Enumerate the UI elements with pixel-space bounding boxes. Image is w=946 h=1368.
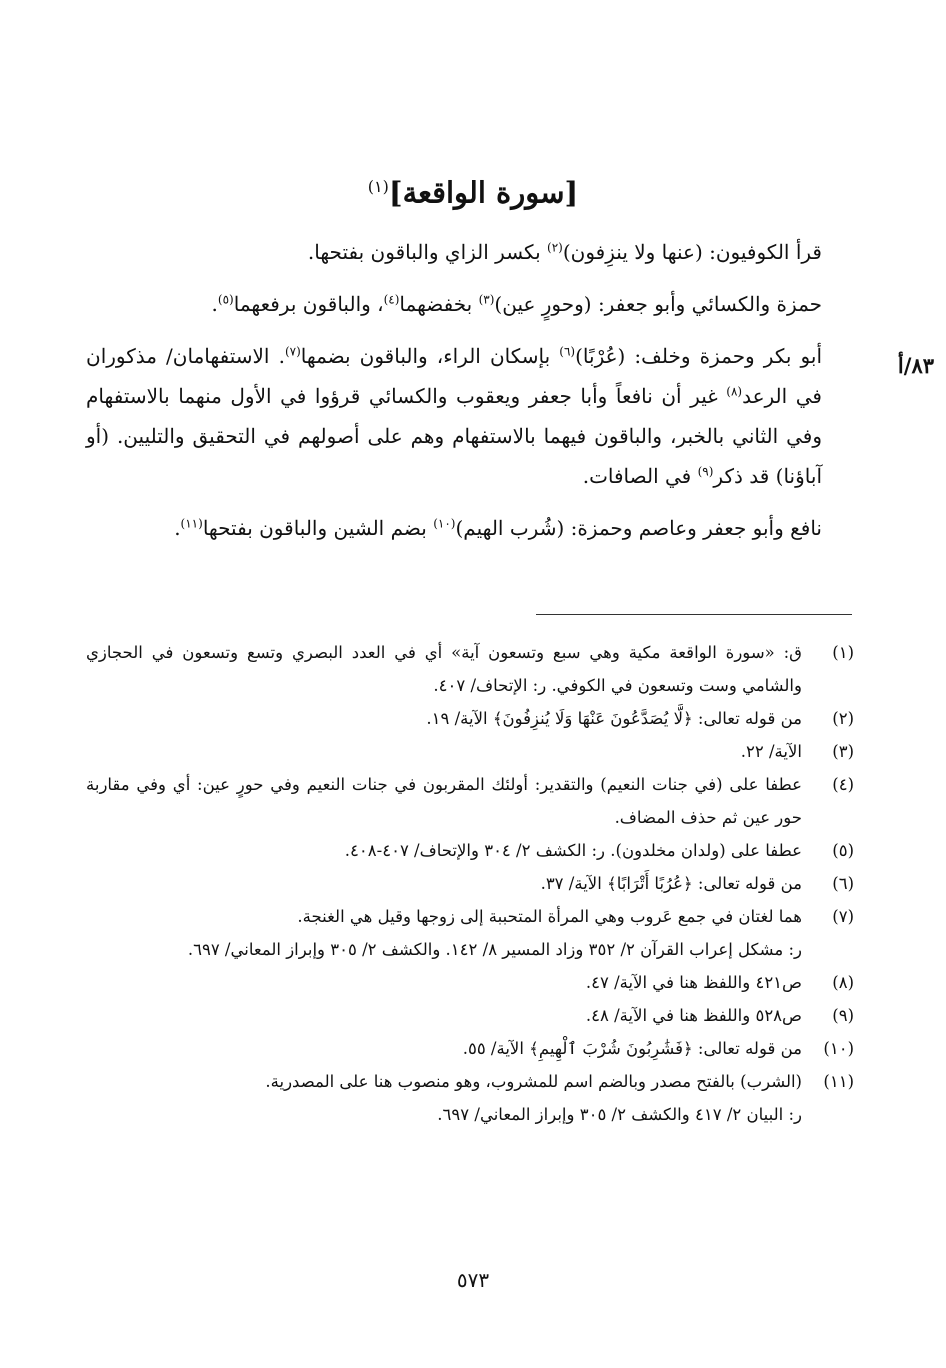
footnote-ref: (٩) [697, 464, 714, 479]
footnote [86, 834, 854, 867]
footnote-body [86, 702, 802, 735]
surah-title-footnote-ref: (١) [367, 177, 389, 196]
footnote-text: الآية/ ٢٢. [740, 742, 802, 761]
footnote-text: ر: البيان ٢/ ٤١٧ والكشف ٢/ ٣٠٥ وإبراز المعاني/ ٦٩٧. [437, 1105, 802, 1124]
footnote-ref: (٣) [478, 292, 495, 307]
footnote [86, 768, 854, 834]
footnote-text: ر: مشكل إعراب القرآن ٢/ ٣٥٢ وزاد المسير ٨/ ١٤٢. والكشف ٢/ ٣٠٥ وإبراز المعاني/ ٦٩٧. [187, 940, 802, 959]
footnote-separator [536, 614, 852, 615]
footnote-number: (١١) [823, 1072, 854, 1091]
footnote [86, 999, 854, 1032]
footnotes [86, 636, 854, 1131]
paragraph [86, 232, 822, 272]
footnote-number: (٥) [832, 841, 854, 860]
paragraph-text: . [174, 516, 181, 540]
footnote-ref: (١١) [180, 516, 203, 531]
footnote [86, 900, 854, 966]
footnote-text: ق: «سورة الواقعة مكية وهي سبع وتسعون آية» أي في العدد البصري وتسع وتسعون في الحجازي والشامي وست وتسعون في الكوفي. ر: الإتحاف/ ٤٠٧. [86, 643, 802, 695]
paragraph-text: ، والباقون برفعهما [233, 292, 384, 316]
paragraph-text: في الصافات. [582, 464, 698, 488]
footnote-number: (٨) [832, 973, 854, 992]
manuscript-folio-mark: ٨٣/أ [897, 353, 934, 378]
footnote-ref: (٥) [217, 292, 234, 307]
footnote-number: (١) [832, 643, 854, 662]
footnote [86, 867, 854, 900]
paragraph [86, 336, 822, 496]
footnote-number: (٣) [832, 742, 854, 761]
paragraph [86, 508, 822, 548]
footnote-ref: (٨) [726, 384, 743, 399]
paragraph-text: غير أن نافعاً وأبا جعفر ويعقوب والكسائي قرؤوا في الأول منهما بالاستفهام وفي الثاني بالخبر، والباقون فيهما بالاستفهام وهم على أصولهم في التحقيق والتليين. (أو آباؤنا) قد ذكر [86, 384, 822, 488]
footnote [86, 1032, 854, 1065]
paragraph-text: حمزة والكسائي وأبو جعفر: (وحورٍ عين) [494, 292, 822, 316]
footnote-text: من قوله تعالى: ﴿لَّا يُصَدَّعُونَ عَنْهَا وَلَا يُنزِفُونَ﴾ الآية/ ١٩. [426, 709, 802, 728]
footnote-text: ص٤٢١ واللفظ هنا في الآية/ ٤٧. [585, 973, 802, 992]
paragraph-text: بخفضهما [399, 292, 479, 316]
footnote-number: (١٠) [823, 1039, 854, 1058]
footnote-body [86, 1032, 802, 1065]
footnote-text: هما لغتان في جمع عَروب وهي المرأة المتحببة إلى زوجها وقيل هي الغنجة. [297, 907, 802, 926]
footnote-body [86, 768, 802, 834]
footnote-body [86, 999, 802, 1032]
footnote-text: عطفا على (في جنات النعيم) والتقدير: أولئك المقربون في جنات النعيم وفي حورٍ عين: أي وفي مقاربة حور عين ثم حذف المضاف. [86, 775, 802, 827]
footnote-number: (٢) [832, 709, 854, 728]
paragraph-text: بضم الشين والباقون بفتحها [202, 516, 434, 540]
footnote [86, 702, 854, 735]
paragraph-text: أبو بكر وحمزة وخلف: (عُرْبًا) [575, 344, 822, 368]
footnote-body [86, 966, 802, 999]
footnote-number: (٦) [832, 874, 854, 893]
footnote [86, 966, 854, 999]
footnote-text: (الشرب) بالفتح مصدر وبالضم اسم للمشروب، وهو منصوب هنا على المصدرية. [265, 1072, 802, 1091]
footnote [86, 636, 854, 702]
footnote-ref: (٢) [547, 240, 563, 255]
page-number: ٥٧٣ [456, 1268, 490, 1292]
footnote-ref: (٧) [284, 344, 301, 359]
footnote-number: (٤) [832, 775, 854, 794]
paragraph-text: بكسر الزاي والباقون بفتحها. [307, 240, 548, 264]
footnote-body [86, 735, 802, 768]
paragraph-text: . الاستفهامان/ مذكوران في الرعد [86, 344, 822, 408]
footnote-body [86, 867, 802, 900]
footnote [86, 735, 854, 768]
main-text [86, 232, 822, 560]
paragraph [86, 284, 822, 324]
footnote [86, 1065, 854, 1131]
footnote-body [86, 1065, 802, 1131]
footnote-ref: (٦) [559, 344, 576, 359]
footnote-text: عطفا على (ولدان مخلدون). ر: الكشف ٢/ ٣٠٤ والإتحاف/ ٤٠٧-٤٠٨. [344, 841, 802, 860]
surah-heading [0, 165, 946, 215]
footnote-ref: (٤) [383, 292, 400, 307]
paragraph-text: نافع وأبو جعفر وعاصم وحمزة: (شُرب الهيم) [455, 516, 822, 540]
footnote-body [86, 636, 802, 702]
footnote-number: (٧) [832, 907, 854, 926]
footnote-body [86, 834, 802, 867]
surah-title: [سورة الواقعة] [388, 175, 579, 210]
paragraph-text: . [211, 292, 218, 316]
footnote-text: من قوله تعالى: ﴿فَشَٰرِبُونَ شُرْبَ ٱلْهِيمِ﴾ الآية/ ٥٥. [462, 1039, 802, 1058]
footnote-text: ص٥٢٨ واللفظ هنا في الآية/ ٤٨. [585, 1006, 802, 1025]
paragraph-text: بإسكان الراء، والباقون بضمها [300, 344, 560, 368]
paragraph-text: قرأ الكوفيون: (عنها ولا ينزِفون) [562, 240, 822, 264]
footnote-text: من قوله تعالى: ﴿عُرُبًا أَتْرَابًا﴾ الآية/ ٣٧. [540, 874, 802, 893]
footnote-ref: (١٠) [433, 516, 456, 531]
footnote-body [86, 900, 802, 966]
footnote-number: (٩) [832, 1006, 854, 1025]
